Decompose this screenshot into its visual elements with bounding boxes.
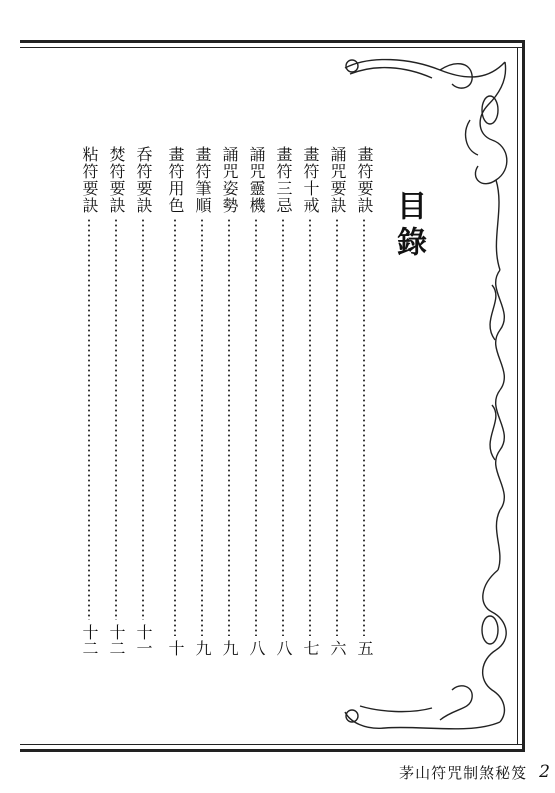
book-title: 茅山符咒制煞秘笈 bbox=[399, 763, 528, 782]
toc-dot-leader bbox=[115, 218, 117, 620]
right-border-inner-rule bbox=[517, 48, 518, 744]
toc-entry[interactable] bbox=[219, 146, 239, 656]
toc-entry[interactable] bbox=[300, 146, 320, 656]
toc-dot-leader bbox=[336, 218, 338, 636]
table-of-contents-title: 目錄 bbox=[391, 190, 426, 262]
toc-dot-leader bbox=[309, 218, 311, 636]
toc-entry-page: 十二 bbox=[80, 624, 99, 656]
toc-entry-title: 畫符三忌 bbox=[274, 146, 293, 214]
toc-entry-page: 九 bbox=[220, 640, 239, 656]
toc-entry[interactable] bbox=[354, 146, 374, 656]
toc-entry[interactable] bbox=[79, 146, 99, 656]
toc-entry-title: 畫符用色 bbox=[166, 146, 185, 214]
toc-dot-leader bbox=[201, 218, 203, 636]
toc-entry-title: 畫符要訣 bbox=[355, 146, 374, 214]
toc-entry-page: 九 bbox=[193, 640, 212, 656]
toc-entry-title: 畫符十戒 bbox=[301, 146, 320, 214]
toc-entry-page: 七 bbox=[301, 640, 320, 656]
toc-entry-title: 畫符筆順 bbox=[193, 146, 212, 214]
toc-dot-leader bbox=[174, 218, 176, 636]
toc-entry[interactable] bbox=[246, 146, 266, 656]
page-footer bbox=[360, 760, 550, 784]
toc-entry-page: 十 bbox=[166, 640, 185, 656]
top-border-rule bbox=[20, 40, 525, 43]
toc-entry-page: 八 bbox=[247, 640, 266, 656]
toc-entry-title: 粘符要訣 bbox=[80, 146, 99, 214]
toc-entry-title: 誦咒姿勢 bbox=[220, 146, 239, 214]
right-border-rule bbox=[522, 40, 525, 752]
toc-dot-leader bbox=[282, 218, 284, 636]
toc-dot-leader bbox=[88, 218, 90, 620]
toc-entry-title: 誦咒靈機 bbox=[247, 146, 266, 214]
toc-entry[interactable] bbox=[327, 146, 347, 656]
toc-entry[interactable] bbox=[165, 146, 185, 656]
toc-entry[interactable] bbox=[133, 146, 153, 656]
toc-entry[interactable] bbox=[192, 146, 212, 656]
toc-entry-page: 六 bbox=[328, 640, 347, 656]
bottom-border-inner-rule bbox=[20, 744, 525, 745]
toc-dot-leader bbox=[255, 218, 257, 636]
toc-entry-page: 十二 bbox=[107, 624, 126, 656]
toc-dot-leader bbox=[228, 218, 230, 636]
toc-dot-leader bbox=[142, 218, 144, 620]
toc-entry[interactable] bbox=[106, 146, 126, 656]
toc-entry-page: 八 bbox=[274, 640, 293, 656]
top-border-inner-rule bbox=[20, 47, 525, 48]
toc-entry-title: 焚符要訣 bbox=[107, 146, 126, 214]
toc-entry-page: 十一 bbox=[134, 624, 153, 656]
toc-dot-leader bbox=[363, 218, 365, 636]
toc-entry-page: 五 bbox=[355, 640, 374, 656]
toc-entry-title: 誦咒要訣 bbox=[328, 146, 347, 214]
bottom-border-rule bbox=[20, 749, 525, 752]
toc-entry-title: 呑符要訣 bbox=[134, 146, 153, 214]
toc-entry[interactable] bbox=[273, 146, 293, 656]
page-number: 2 bbox=[539, 762, 550, 782]
